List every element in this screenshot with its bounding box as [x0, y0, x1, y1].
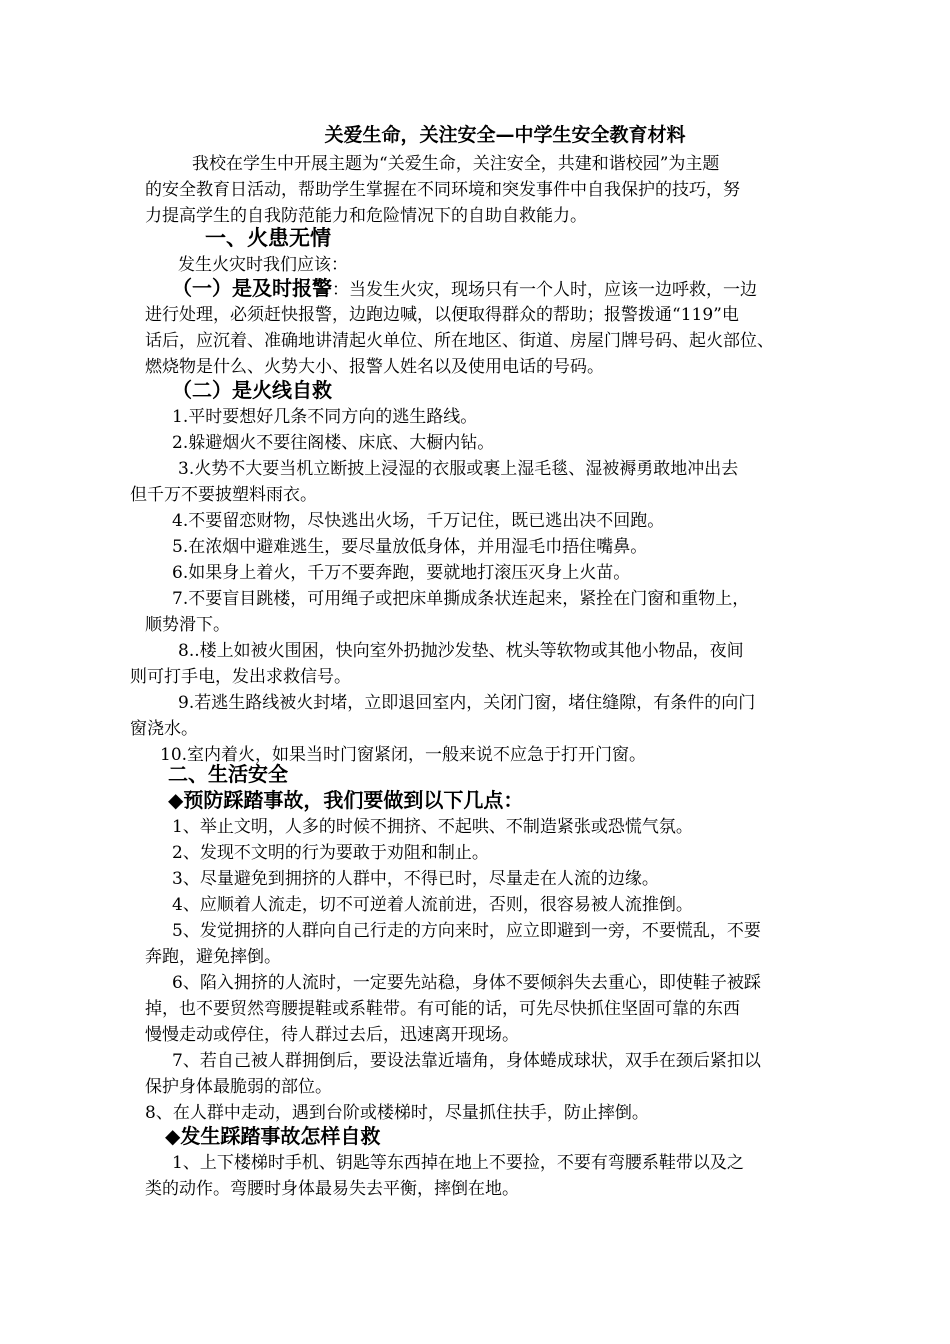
list-item: 但千万不要披塑料雨衣。 [130, 485, 317, 505]
list-item: 4、应顺着人流走，切不可逆着人流前进，否则，很容易被人流推倒。 [172, 895, 693, 915]
fire-report-heading [172, 274, 757, 304]
list-item: 8..楼上如被火围困，快向室外扔抛沙发垫、枕头等软物或其他小物品，夜间 [178, 641, 744, 661]
fire-report-title: （一）是及时报警 [172, 276, 332, 300]
list-item: 8、在人群中走动，遇到台阶或楼梯时，尽量抓住扶手，防止摔倒。 [145, 1103, 649, 1123]
list-item: 9.若逃生路线被火封堵，立即退回室内，关闭门窗，堵住缝隙，有条件的向门 [178, 693, 756, 713]
intro-line: 力提高学生的自我防范能力和危险情况下的自助自救能力。 [145, 206, 587, 226]
list-item: 慢慢走动或停住，待人群过去后，迅速离开现场。 [145, 1025, 519, 1045]
list-item: 10.室内着火，如果当时门窗紧闭，一般来说不应急于打开门窗。 [160, 745, 647, 765]
list-item: 奔跑，避免摔倒。 [145, 947, 281, 967]
list-item: 6、陷入拥挤的人流时，一定要先站稳，身体不要倾斜失去重心，即使鞋子被踩 [172, 973, 761, 993]
intro-line: 我校在学生中开展主题为“关爱生命，关注安全，共建和谐校园”为主题 [192, 154, 720, 174]
list-item: 2、发现不文明的行为要敢于劝阻和制止。 [172, 843, 489, 863]
list-item: 1、举止文明，人多的时候不拥挤、不起哄、不制造紧张或恐慌气氛。 [172, 817, 693, 837]
stampede-selfrescue-heading: ◆发生踩踏事故怎样自救 [165, 1124, 381, 1148]
section1-lead: 发生火灾时我们应该： [178, 255, 348, 275]
list-item: 2.躲避烟火不要往阁楼、床底、大橱内钻。 [172, 433, 495, 453]
section2-heading: 二、生活安全 [168, 762, 288, 786]
list-item: 类的动作。弯腰时身体最易失去平衡，摔倒在地。 [145, 1179, 519, 1199]
list-item: 3、尽量避免到拥挤的人群中，不得已时，尽量走在人流的边缘。 [172, 869, 659, 889]
document-title: 关爱生命，关注安全—中学生安全教育材料 [324, 124, 686, 146]
list-item: 1.平时要想好几条不同方向的逃生路线。 [172, 407, 478, 427]
list-item: 7、若自己被人群拥倒后，要设法靠近墙角，身体蜷成球状，双手在颈后紧扣以 [172, 1051, 761, 1071]
list-item: 3.火势不大要当机立断披上浸湿的衣服或裹上湿毛毯、湿被褥勇敢地冲出去 [178, 459, 739, 479]
list-item: 掉，也不要贸然弯腰提鞋或系鞋带。有可能的话，可先尽快抓住坚固可靠的东西 [145, 999, 740, 1019]
list-item: 7.不要盲目跳楼，可用绳子或把床单撕成条状连起来，紧拴在门窗和重物上， [172, 589, 750, 609]
list-item: 保护身体最脆弱的部位。 [145, 1077, 332, 1097]
intro-line: 的安全教育日活动，帮助学生掌握在不同环境和突发事件中自我保护的技巧，努 [145, 180, 740, 200]
fire-escape-heading: （二）是火线自救 [172, 378, 332, 402]
paragraph-line: 话后，应沉着、准确地讲清起火单位、所在地区、街道、房屋门牌号码、起火部位、 [145, 331, 774, 351]
fire-report-text: ：当发生火灾，现场只有一个人时，应该一边呼救，一边 [332, 280, 757, 300]
list-item: 4.不要留恋财物，尽快逃出火场，千万记住，既已逃出决不回跑。 [172, 511, 665, 531]
list-item: 5.在浓烟中避难逃生，要尽量放低身体，并用湿毛巾捂住嘴鼻。 [172, 537, 648, 557]
list-item: 1、上下楼梯时手机、钥匙等东西掉在地上不要捡，不要有弯腰系鞋带以及之 [172, 1153, 744, 1173]
list-item: 顺势滑下。 [145, 615, 230, 635]
stampede-prevention-heading: ◆预防踩踏事故，我们要做到以下几点： [168, 788, 524, 812]
list-item: 5、发觉拥挤的人群向自己行走的方向来时，应立即避到一旁，不要慌乱，不要 [172, 921, 761, 941]
list-item: 6.如果身上着火，千万不要奔跑，要就地打滚压灭身上火苗。 [172, 563, 631, 583]
list-item: 窗浇水。 [130, 719, 198, 739]
section1-heading: 一、火患无情 [205, 226, 331, 250]
paragraph-line: 进行处理，必须赶快报警，边跑边喊，以便取得群众的帮助；报警拨通“119”电 [145, 305, 739, 325]
paragraph-line: 燃烧物是什么、火势大小、报警人姓名以及使用电话的号码。 [145, 357, 604, 377]
list-item: 则可打手电，发出求救信号。 [130, 667, 351, 687]
